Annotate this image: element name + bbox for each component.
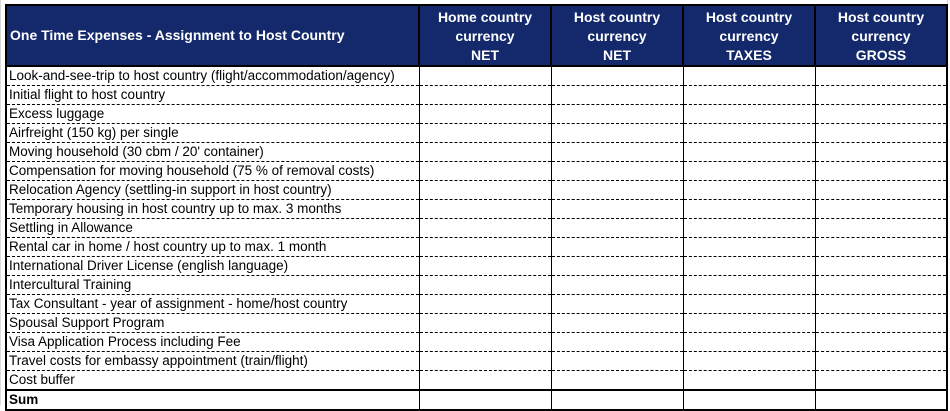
value-cell[interactable] xyxy=(551,314,683,333)
row-label-cell[interactable]: International Driver License (english language) xyxy=(6,257,419,276)
value-cell[interactable] xyxy=(419,105,551,124)
value-cell[interactable] xyxy=(815,66,947,86)
table-row xyxy=(6,86,947,105)
value-cell[interactable] xyxy=(419,257,551,276)
value-cell[interactable] xyxy=(683,238,815,257)
value-cell[interactable] xyxy=(815,162,947,181)
value-cell[interactable] xyxy=(815,371,947,391)
column-header-host-net[interactable] xyxy=(551,5,683,66)
column-header-home-net[interactable] xyxy=(419,5,551,66)
table-body xyxy=(6,66,947,410)
value-cell[interactable] xyxy=(419,371,551,391)
column-header-line: GROSS xyxy=(855,47,907,63)
value-cell[interactable] xyxy=(815,219,947,238)
table-row xyxy=(6,181,947,200)
value-cell[interactable] xyxy=(419,276,551,295)
row-label-cell[interactable]: Excess luggage xyxy=(6,105,419,124)
value-cell[interactable] xyxy=(815,105,947,124)
value-cell[interactable] xyxy=(815,86,947,105)
row-label-cell[interactable]: Visa Application Process including Fee xyxy=(6,333,419,352)
row-label-cell[interactable]: Cost buffer xyxy=(6,371,419,391)
value-cell[interactable] xyxy=(419,162,551,181)
value-cell[interactable] xyxy=(683,257,815,276)
column-header-line: currency xyxy=(719,28,779,44)
value-cell[interactable] xyxy=(683,162,815,181)
table-row xyxy=(6,295,947,314)
row-label-cell[interactable]: Compensation for moving household (75 % of removal costs) xyxy=(6,162,419,181)
table-row xyxy=(6,219,947,238)
column-header-line: NET xyxy=(471,47,499,63)
table-row xyxy=(6,371,947,391)
value-cell[interactable] xyxy=(683,333,815,352)
value-cell[interactable] xyxy=(815,124,947,143)
row-label-cell[interactable]: Travel costs for embassy appointment (train/flight) xyxy=(6,352,419,371)
value-cell[interactable] xyxy=(551,333,683,352)
column-header-line: Host country xyxy=(837,9,925,25)
value-cell[interactable] xyxy=(419,124,551,143)
value-cell[interactable] xyxy=(815,143,947,162)
value-cell[interactable] xyxy=(683,86,815,105)
row-label-cell[interactable]: Spousal Support Program xyxy=(6,314,419,333)
column-header-line: currency xyxy=(851,28,911,44)
sum-row xyxy=(6,390,947,410)
value-cell[interactable] xyxy=(551,162,683,181)
value-cell[interactable] xyxy=(551,276,683,295)
value-cell[interactable] xyxy=(419,219,551,238)
table-row xyxy=(6,352,947,371)
table-row xyxy=(6,162,947,181)
value-cell[interactable] xyxy=(551,200,683,219)
row-label-cell[interactable]: Relocation Agency (settling-in support in host country) xyxy=(6,181,419,200)
column-header-line: Host country xyxy=(573,9,661,25)
table-row xyxy=(6,124,947,143)
column-header-line: currency xyxy=(455,28,515,44)
table-row xyxy=(6,276,947,295)
value-cell[interactable] xyxy=(551,295,683,314)
value-cell[interactable] xyxy=(419,295,551,314)
table-row xyxy=(6,105,947,124)
table-row xyxy=(6,143,947,162)
value-cell[interactable] xyxy=(419,238,551,257)
table-row xyxy=(6,66,947,86)
value-cell[interactable] xyxy=(683,276,815,295)
value-cell[interactable] xyxy=(815,314,947,333)
value-cell[interactable] xyxy=(551,66,683,86)
value-cell[interactable] xyxy=(815,352,947,371)
value-cell[interactable] xyxy=(683,66,815,86)
value-cell[interactable] xyxy=(419,181,551,200)
value-cell[interactable] xyxy=(419,200,551,219)
value-cell[interactable] xyxy=(551,238,683,257)
value-cell[interactable] xyxy=(419,143,551,162)
value-cell[interactable] xyxy=(551,181,683,200)
row-label-cell[interactable]: Look-and-see-trip to host country (flight/accommodation/agency) xyxy=(6,66,419,86)
sum-label[interactable]: Sum xyxy=(6,390,419,410)
value-cell[interactable] xyxy=(419,66,551,86)
value-cell[interactable] xyxy=(551,352,683,371)
value-cell[interactable] xyxy=(815,333,947,352)
row-label-cell[interactable]: Settling in Allowance xyxy=(6,219,419,238)
sum-value-cell[interactable] xyxy=(419,390,551,410)
value-cell[interactable] xyxy=(683,124,815,143)
value-cell[interactable] xyxy=(419,314,551,333)
value-cell[interactable] xyxy=(683,105,815,124)
value-cell[interactable] xyxy=(551,86,683,105)
value-cell[interactable] xyxy=(683,143,815,162)
sum-value-cell[interactable] xyxy=(683,390,815,410)
sum-value-cell[interactable] xyxy=(551,390,683,410)
value-cell[interactable] xyxy=(551,105,683,124)
value-cell[interactable] xyxy=(815,276,947,295)
expenses-table xyxy=(5,4,948,411)
value-cell[interactable] xyxy=(683,295,815,314)
value-cell[interactable] xyxy=(419,352,551,371)
value-cell[interactable] xyxy=(815,238,947,257)
value-cell[interactable] xyxy=(551,219,683,238)
table-row xyxy=(6,238,947,257)
value-cell[interactable] xyxy=(551,257,683,276)
column-header-line: NET xyxy=(603,47,631,63)
header-row xyxy=(6,5,947,66)
column-header-line: TAXES xyxy=(726,47,772,63)
value-cell[interactable] xyxy=(551,124,683,143)
value-cell[interactable] xyxy=(815,181,947,200)
table-row xyxy=(6,200,947,219)
column-header-line: Host country xyxy=(705,9,793,25)
value-cell[interactable] xyxy=(419,333,551,352)
value-cell[interactable] xyxy=(815,295,947,314)
row-label-cell[interactable]: Moving household (30 cbm / 20' container) xyxy=(6,143,419,162)
row-label-cell[interactable]: Rental car in home / host country up to max. 1 month xyxy=(6,238,419,257)
row-label-cell[interactable]: Tax Consultant - year of assignment - home/host country xyxy=(6,295,419,314)
column-header-host-gross[interactable] xyxy=(815,5,947,66)
value-cell[interactable] xyxy=(683,314,815,333)
table-row xyxy=(6,257,947,276)
table-row xyxy=(6,314,947,333)
table-row xyxy=(6,333,947,352)
value-cell[interactable] xyxy=(683,219,815,238)
sum-value-cell[interactable] xyxy=(815,390,947,410)
row-label-cell[interactable]: Airfreight (150 kg) per single xyxy=(6,124,419,143)
value-cell[interactable] xyxy=(683,200,815,219)
row-label-cell[interactable]: Initial flight to host country xyxy=(6,86,419,105)
table-title[interactable]: One Time Expenses - Assignment to Host Country xyxy=(6,5,419,66)
value-cell[interactable] xyxy=(815,257,947,276)
value-cell[interactable] xyxy=(551,143,683,162)
column-header-line: currency xyxy=(587,28,647,44)
value-cell[interactable] xyxy=(551,371,683,391)
value-cell[interactable] xyxy=(683,352,815,371)
row-label-cell[interactable]: Temporary housing in host country up to max. 3 months xyxy=(6,200,419,219)
value-cell[interactable] xyxy=(683,181,815,200)
value-cell[interactable] xyxy=(683,371,815,391)
value-cell[interactable] xyxy=(815,200,947,219)
column-header-line: Home country xyxy=(437,9,533,25)
value-cell[interactable] xyxy=(419,86,551,105)
column-header-host-taxes[interactable] xyxy=(683,5,815,66)
row-label-cell[interactable]: Intercultural Training xyxy=(6,276,419,295)
